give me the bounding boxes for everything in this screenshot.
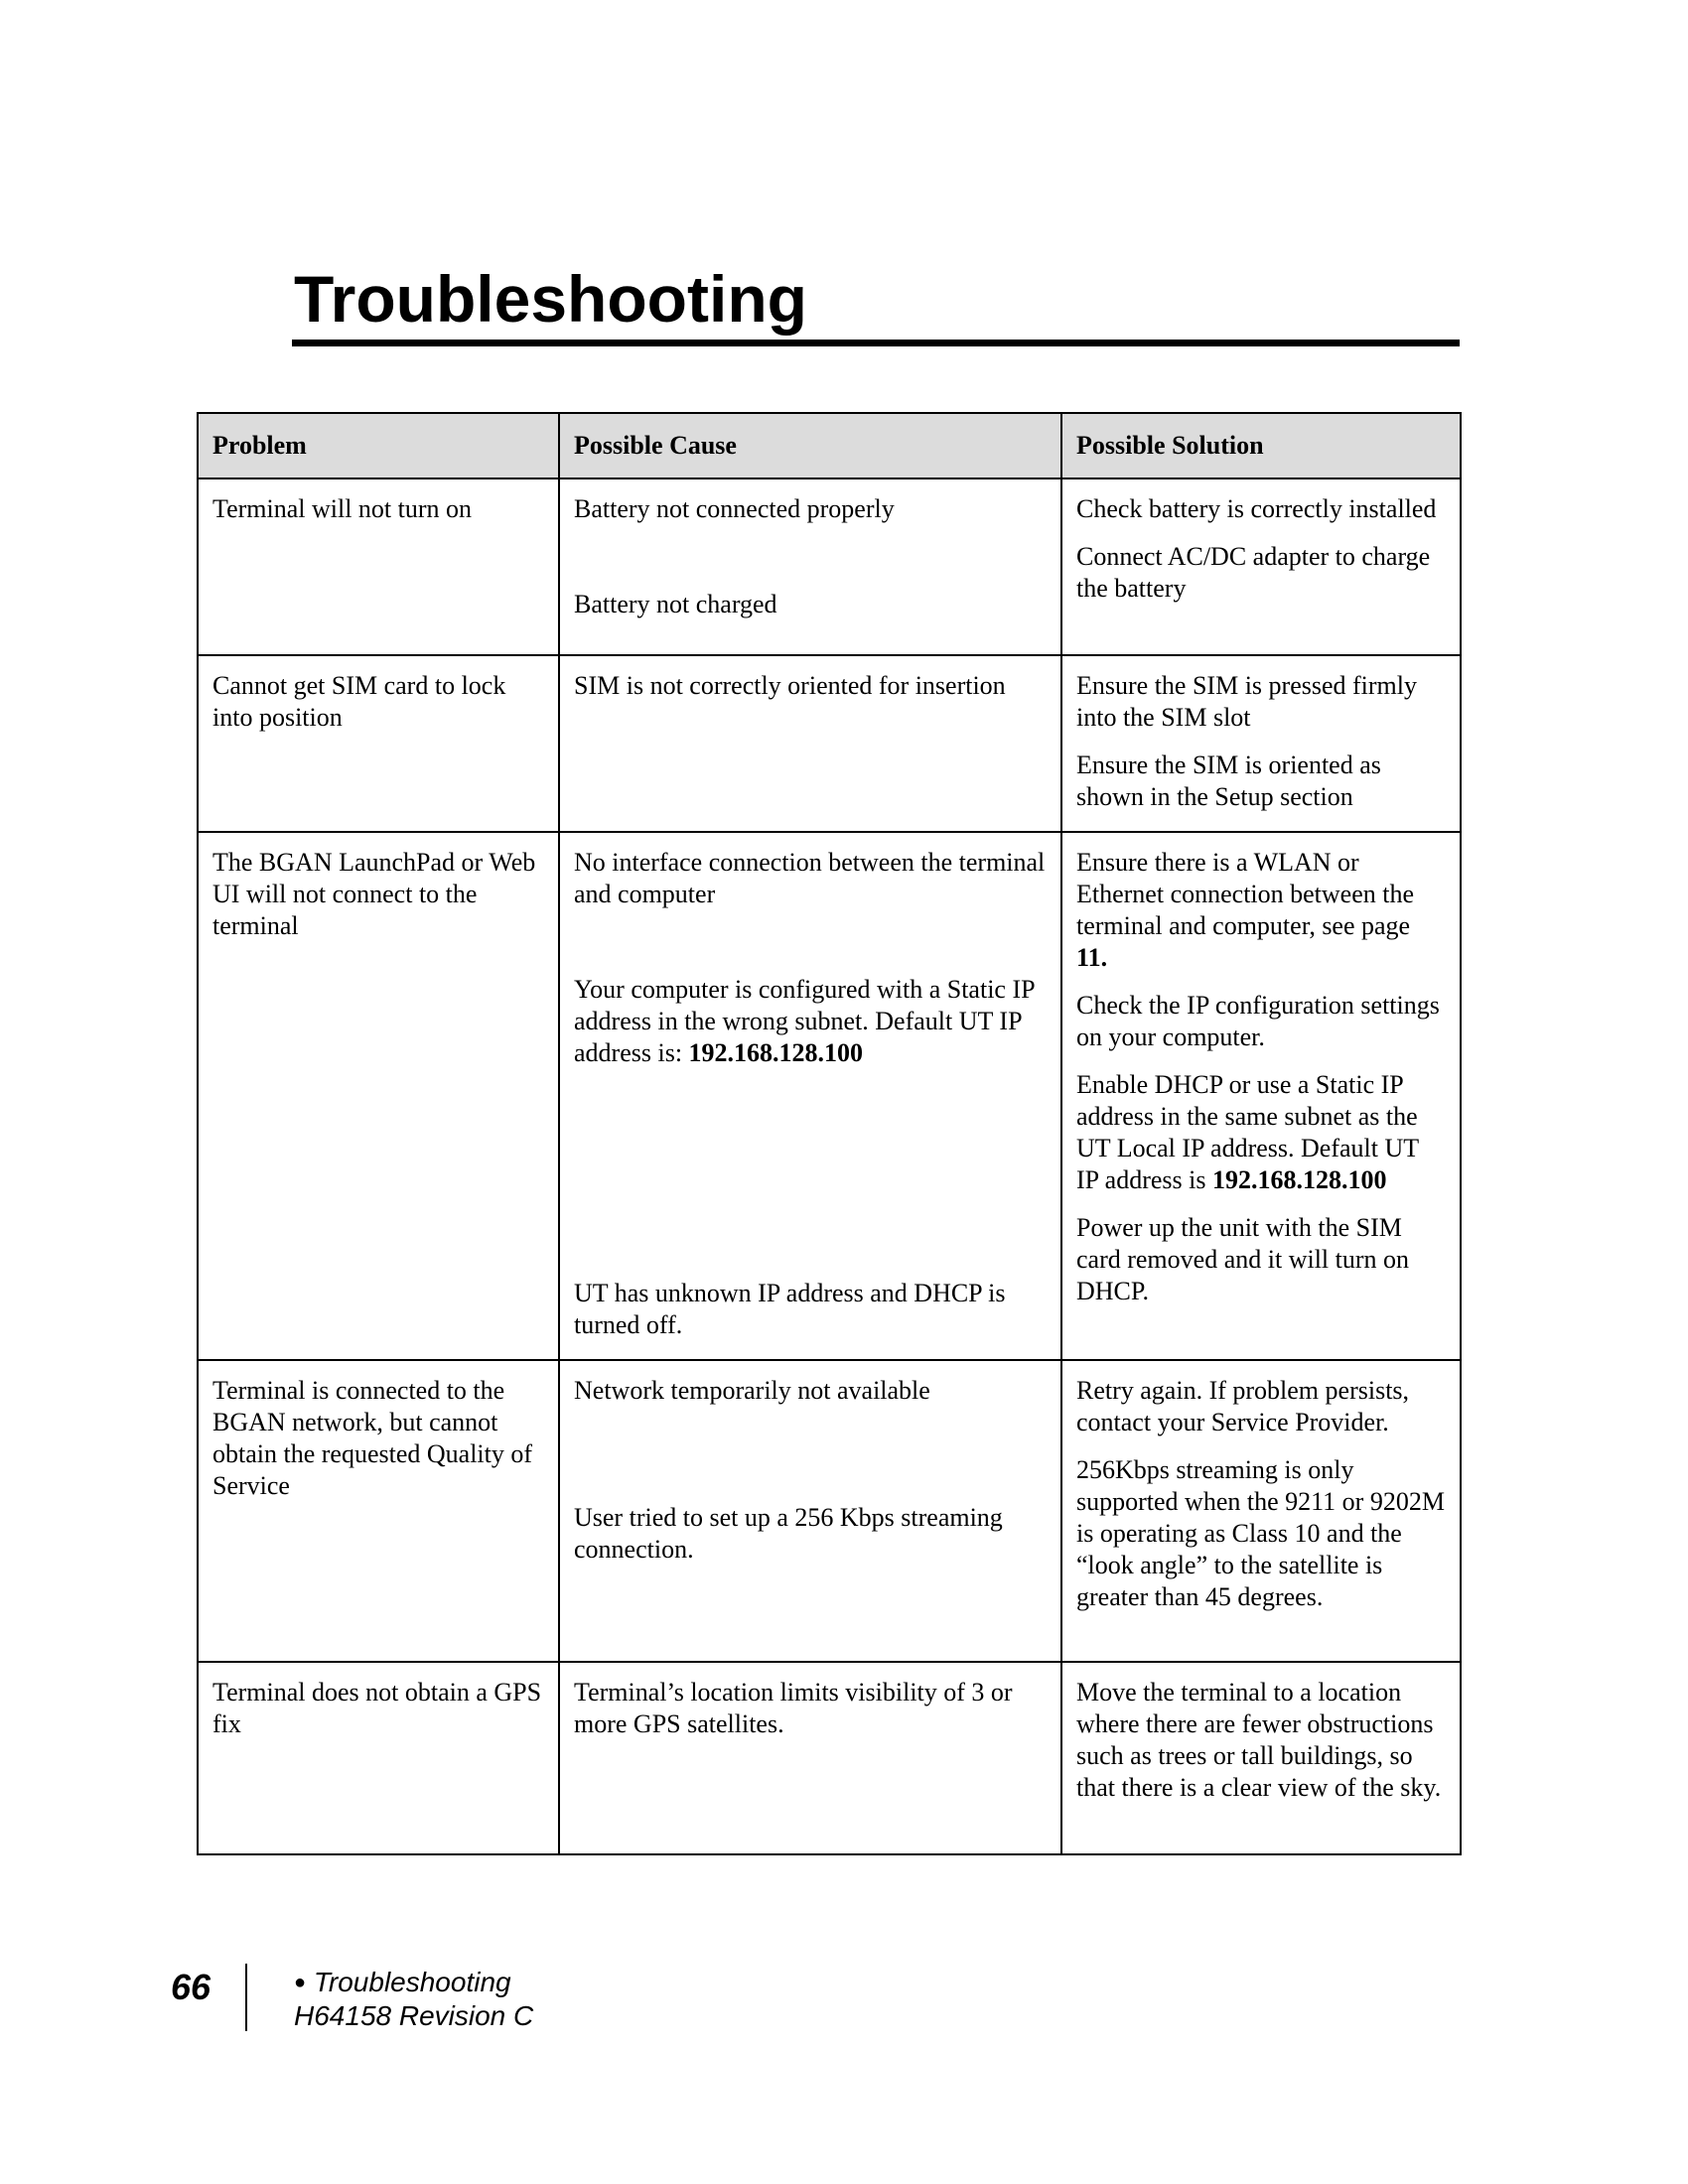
header-possible-cause: Possible Cause [559, 413, 1061, 478]
table-row [198, 1662, 1461, 1854]
footer-doc-id: H64158 Revision C [294, 2000, 534, 2031]
cause-cell [559, 1662, 1061, 1854]
solution-text: Ensure there is a WLAN or Ethernet connection between the terminal and computer, see page 11. [1076, 848, 1415, 972]
footer-divider [245, 1964, 247, 2031]
solution-cell [1061, 832, 1461, 1360]
cause-text: Battery not connected properly [574, 494, 895, 523]
problem-text: Cannot get SIM card to lock into position [212, 671, 506, 732]
solution-text: 256Kbps streaming is only supported when the 9211 or 9202M is operating as Class 10 and the “look angle” to the satellite is greater than 45 degrees. [1076, 1455, 1445, 1611]
problem-cell [198, 1360, 559, 1662]
page-title: Troubleshooting [294, 262, 807, 336]
page-reference: 11. [1076, 943, 1108, 972]
default-ip-address: 192.168.128.100 [688, 1038, 864, 1067]
title-underline [292, 340, 1460, 346]
cause-cell [559, 832, 1061, 1360]
problem-cell [198, 655, 559, 832]
cause-text: Your computer is configured with a Static IP address in the wrong subnet. Default UT IP address is: 192.168.128.100 [574, 975, 1035, 1067]
table-header-row [198, 413, 1461, 478]
problem-cell [198, 478, 559, 655]
table-row [198, 655, 1461, 832]
solution-text: Check battery is correctly installed [1076, 494, 1437, 523]
header-problem: Problem [198, 413, 559, 478]
solution-cell [1061, 1662, 1461, 1854]
cause-cell [559, 1360, 1061, 1662]
footer-info [294, 1966, 533, 2033]
default-ip-address: 192.168.128.100 [1211, 1165, 1387, 1194]
solution-cell [1061, 655, 1461, 832]
solution-cell [1061, 478, 1461, 655]
solution-text: Enable DHCP or use a Static IP address in the same subnet as the UT Local IP address. Default UT IP address is 192.168.128.100 [1076, 1070, 1419, 1194]
problem-text: Terminal does not obtain a GPS fix [212, 1678, 542, 1738]
cause-text: Battery not charged [574, 590, 777, 618]
bullet-icon: ● [294, 1972, 307, 1993]
cause-cell [559, 478, 1061, 655]
cause-text: User tried to set up a 256 Kbps streaming connection. [574, 1503, 1003, 1564]
problem-cell [198, 1662, 559, 1854]
solution-text: Check the IP configuration settings on your computer. [1076, 991, 1440, 1051]
cause-text: Network temporarily not available [574, 1376, 930, 1405]
cause-text: SIM is not correctly oriented for insertion [574, 671, 1006, 700]
problem-text: The BGAN LaunchPad or Web UI will not connect to the terminal [212, 848, 536, 940]
table-row [198, 1360, 1461, 1662]
cause-text: Terminal’s location limits visibility of 3 or more GPS satellites. [574, 1678, 1013, 1738]
page-number: 66 [171, 1967, 211, 2007]
solution-text: Connect AC/DC adapter to charge the battery [1076, 542, 1431, 603]
problem-text: Terminal is connected to the BGAN network, but cannot obtain the requested Quality of Service [212, 1376, 533, 1500]
solution-text: Move the terminal to a location where there are fewer obstructions such as trees or tall buildings, so that there is a clear view of the sky. [1076, 1678, 1442, 1802]
solution-text: Retry again. If problem persists, contact your Service Provider. [1076, 1376, 1410, 1436]
cause-text: UT has unknown IP address and DHCP is turned off. [574, 1279, 1006, 1339]
table-row [198, 478, 1461, 655]
solution-text: Ensure the SIM is pressed firmly into the SIM slot [1076, 671, 1418, 732]
table-row [198, 832, 1461, 1360]
solution-text: Ensure the SIM is oriented as shown in the Setup section [1076, 751, 1381, 811]
problem-cell [198, 832, 559, 1360]
footer-section [294, 1966, 533, 1999]
problem-text: Terminal will not turn on [212, 494, 473, 523]
cause-cell [559, 655, 1061, 832]
solution-text: Power up the unit with the SIM card removed and it will turn on DHCP. [1076, 1213, 1410, 1305]
footer-section-label: Troubleshooting [313, 1967, 511, 1997]
solution-cell [1061, 1360, 1461, 1662]
troubleshooting-table [197, 412, 1462, 1855]
header-possible-solution: Possible Solution [1061, 413, 1461, 478]
cause-text: No interface connection between the terminal and computer [574, 848, 1046, 908]
